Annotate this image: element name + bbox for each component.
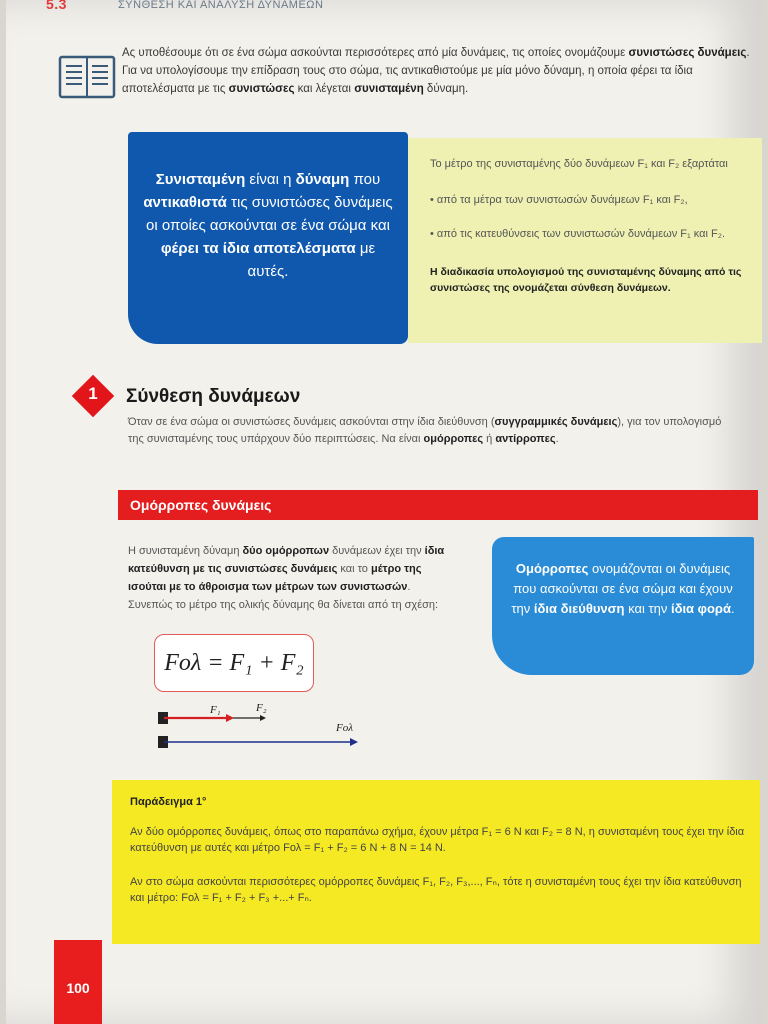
def-text-4: με αυτές. — [247, 240, 376, 280]
definition-box — [128, 132, 408, 344]
callout-bold-2: ίδια διεύθυνση — [533, 601, 625, 616]
sec-text-3: ή — [483, 433, 496, 445]
def-bold-1: Συνισταμένη — [155, 171, 246, 188]
chapter-header — [6, 0, 762, 14]
example-title: Παράδειγμα 1° — [130, 796, 207, 808]
section-number: 1 — [88, 384, 98, 403]
textbook-page — [6, 0, 762, 1024]
intro-paragraph — [122, 44, 758, 98]
section-intro — [128, 414, 728, 448]
book-icon — [58, 55, 116, 99]
codirectional-paragraph — [128, 542, 458, 614]
para-text-1: Η συνισταμένη δύναμη — [128, 545, 243, 557]
callout-bold-1: Ομόρροπες — [515, 561, 589, 576]
example-line-1: Αν δύο ομόρροπες δυνάμεις, όπως στο παραπάνω σχήμα, έχουν μέτρα F₁ = 6 N και F₂ = 8 N, η συνισταμένη τους έχει την ίδια κατεύθυνση με αυτές και μέτρο Fολ = F₁ + F₂ = 6 N + 8 N = 14 N. — [130, 826, 745, 854]
vector-f1-label: F₁ — [210, 704, 221, 716]
sec-text-4: . — [555, 433, 559, 445]
def-text-1: είναι η — [245, 171, 296, 188]
vector-fol-label: Fολ — [336, 722, 353, 734]
vector-f2-head — [260, 715, 266, 721]
codirectional-definition-callout — [492, 537, 754, 675]
def-bold-4: φέρει τα ίδια αποτελέσματα — [160, 240, 356, 257]
callout-bold-3: ίδια φορά — [670, 601, 731, 616]
intro-text-4: δύναμη. — [423, 83, 469, 95]
vector-f2-label: F₂ — [256, 702, 267, 714]
force-vectors-diagram — [156, 700, 376, 756]
factor-bullet-1: • από τα μέτρα των συνιστωσών δυνάμεων F₁ και F₂, — [430, 194, 688, 206]
vector-f1-head — [226, 714, 234, 722]
sec-bold-3: αντίρροπες — [495, 433, 556, 445]
example-line-2: Αν στο σώμα ασκούνται περισσότερες ομόρροπες δυνάμεις F₁, F₂, F₃,..., Fₙ, τότε η συνισταμένη τους έχει την ίδια κατεύθυνση και μέτρο: Fολ = F₁ + F₂ + F₃ +...+ Fₙ. — [130, 876, 742, 904]
sec-bold-2: ομόρροπες — [423, 433, 484, 445]
para-text-4: . Συνεπώς το μέτρο της ολικής δύναμης θα δίνεται από τη σχέση: — [128, 581, 439, 611]
para-bold-3: μέτρο της ισούται με το άθροισμα των μέτρων των συνιστωσών — [128, 563, 422, 593]
sec-text-2: ), για τον υπολογισμό της συνισταμένης τους υπάρχουν δύο περιπτώσεις. Να είναι — [128, 416, 722, 445]
example-box — [112, 780, 760, 944]
para-text-3: και το — [337, 563, 371, 575]
sec-bold-1: συγγραμμικές δυνάμεις — [494, 416, 618, 428]
def-bold-2: δύναμη — [295, 171, 350, 188]
def-text-2: που — [349, 171, 381, 188]
subsection-title: Ομόρροπες δυνάμεις — [130, 497, 272, 513]
callout-text-3: . — [730, 601, 735, 616]
para-bold-1: δύο ομόρροπων — [242, 545, 330, 557]
intro-text-2: . Για να υπολογίσουμε την επίδραση τους στο σώμα, τις αντικαθιστούμε με μία μόνο δύναμη, η οποία φέρει τα ίδια αποτελέσματα με τις — [122, 47, 750, 95]
page-number-tab — [54, 940, 102, 1024]
resultant-formula: Fολ = F₁ + F₂ — [154, 634, 314, 692]
page-number: 100 — [66, 980, 90, 996]
callout-text-1: ονομάζονται οι δυνάμεις που ασκούνται σε ένα σώμα και έχουν την — [511, 561, 733, 616]
intro-bold-3: συνισταμένη — [354, 83, 424, 95]
factor-bullet-2: • από τις κατευθύνσεις των συνιστωσών δυνάμεων F₁ και F₂. — [430, 228, 726, 240]
chapter-number: 5.3 — [46, 0, 67, 12]
para-bold-2: ίδια κατεύθυνση με τις συνιστώσες δυνάμεις — [128, 545, 445, 575]
def-text-3: τις συνιστώσες δυνάμεις οι οποίες ασκούνται σε ένα σώμα και — [146, 194, 393, 234]
sec-text-1: Όταν σε ένα σώμα οι συνιστώσες δυνάμεις ασκούνται στην ίδια διεύθυνση ( — [128, 416, 495, 428]
intro-text-1: Ας υποθέσουμε ότι σε ένα σώμα ασκούνται περισσότερες από μία δυνάμεις, τις οποίες ονομάζουμε — [122, 47, 629, 59]
def-bold-3: αντικαθιστά — [143, 194, 227, 211]
subsection-bar — [118, 490, 758, 520]
chapter-title: ΣΥΝΘΕΣΗ ΚΑΙ ΑΝΑΛΥΣΗ ΔΥΝΑΜΕΩΝ — [118, 0, 324, 11]
resultant-factors-box — [408, 138, 762, 343]
vector-fol-head — [350, 738, 358, 746]
intro-bold-1: συνιστώσες δυνάμεις — [628, 47, 747, 59]
composition-definition: Η διαδικασία υπολογισμού της συνισταμένης δύναμης από τις συνιστώσες της ονομάζεται σύνθεση δυνάμεων. — [430, 266, 742, 294]
section-title: Σύνθεση δυνάμεων — [126, 386, 301, 407]
para-text-2: δυνάμεων έχει την — [329, 545, 425, 557]
factors-intro: Το μέτρο της συνισταμένης δύο δυνάμεων F₁ και F₂ εξαρτάται — [430, 158, 728, 170]
intro-text-3: και λέγεται — [294, 83, 355, 95]
callout-text-2: και την — [624, 601, 671, 616]
intro-bold-2: συνιστώσες — [228, 83, 295, 95]
